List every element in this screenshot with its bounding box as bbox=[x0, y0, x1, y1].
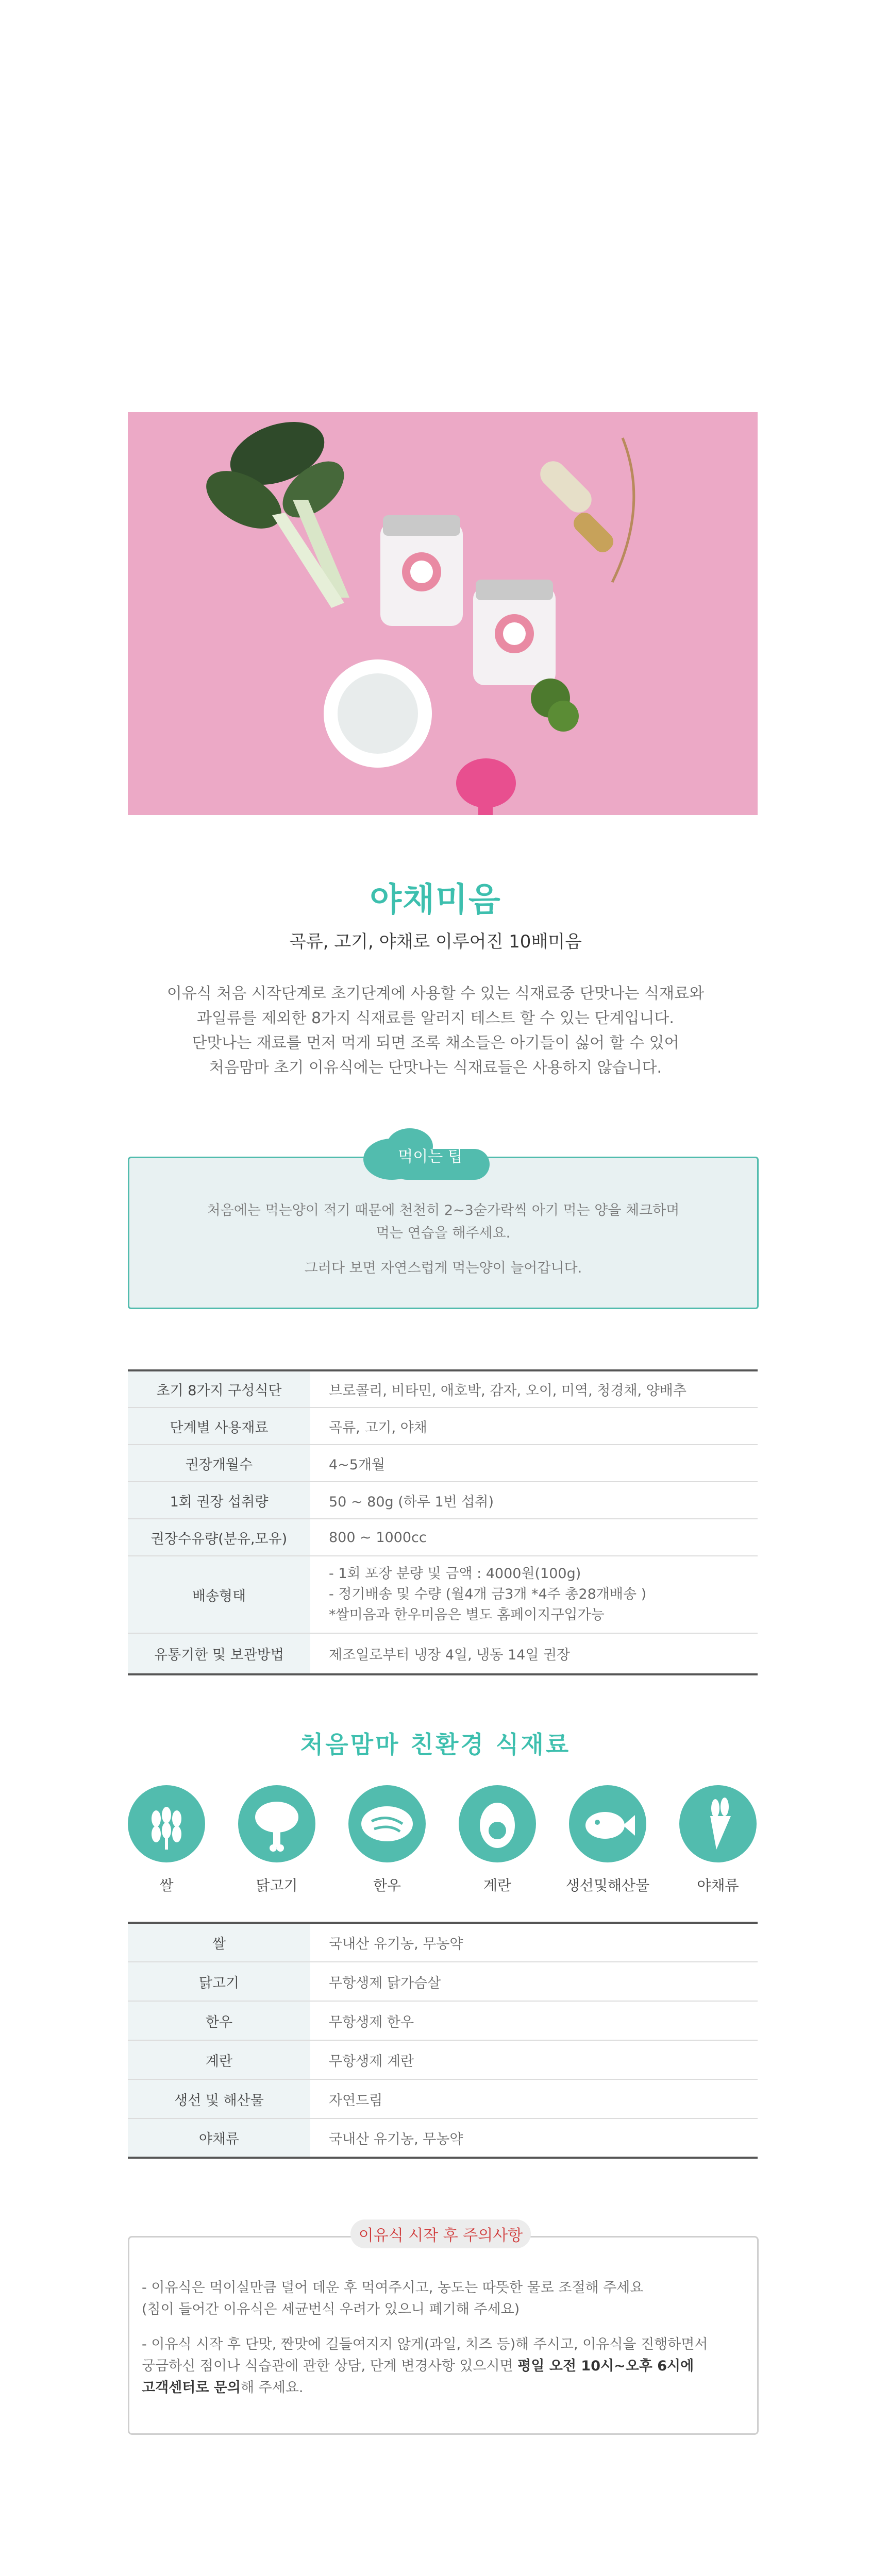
rice-icon bbox=[128, 1785, 205, 1862]
carrot-icon bbox=[679, 1785, 757, 1862]
tip-line: 그러다 보면 자연스럽게 먹는양이 늘어갑니다. bbox=[304, 1260, 582, 1276]
spec-key: 초기 8가지 구성식단 bbox=[128, 1370, 310, 1408]
steak-icon bbox=[348, 1785, 426, 1862]
intro-line: 과일류를 제외한 8가지 식재료를 알러지 테스트 할 수 있는 단계입니다. bbox=[197, 1009, 674, 1027]
table-row bbox=[128, 1445, 758, 1482]
spec-key: 유통기한 및 보관방법 bbox=[128, 1633, 310, 1674]
tip-line: 처음에는 먹는양이 적기 때문에 천천히 2~3숟가락씩 아기 먹는 양을 체크하며 bbox=[207, 1202, 680, 1218]
table-row bbox=[128, 1408, 758, 1445]
spec-key: 배송형태 bbox=[128, 1556, 310, 1633]
customer-center: 고객센터로 문의 bbox=[142, 2380, 241, 2396]
spec-value-line: - 1회 포장 분량 및 금액 : 4000원(100g) bbox=[329, 1566, 581, 1582]
caution-line bbox=[142, 2377, 750, 2399]
bowl bbox=[324, 659, 432, 768]
source-value: 국내산 유기농, 무농약 bbox=[310, 2119, 758, 2158]
caution-text: 해 주세요. bbox=[240, 2380, 304, 2396]
spec-value: 50 ~ 80g (하루 1번 섭취) bbox=[310, 1482, 758, 1519]
product-title: 야채미음 bbox=[370, 881, 501, 919]
caution-label: 이유식 시작 후 주의사항 bbox=[358, 2227, 523, 2245]
tip-line: 먹는 연습을 해주세요. bbox=[376, 1225, 511, 1241]
table-row bbox=[128, 1556, 758, 1633]
source-value: 무항생제 닭가슴살 bbox=[310, 1962, 758, 2001]
hero-product-photo bbox=[128, 412, 758, 815]
ingredient-label: 닭고기 bbox=[256, 1877, 298, 1894]
spec-key: 단계별 사용재료 bbox=[128, 1408, 310, 1445]
spec-key: 권장수유량(분유,모유) bbox=[128, 1519, 310, 1556]
ingredient-label: 야채류 bbox=[697, 1877, 739, 1894]
spec-value bbox=[310, 1556, 758, 1633]
table-row bbox=[128, 2119, 758, 2158]
source-key: 생선 및 해산물 bbox=[128, 2079, 310, 2119]
table-row bbox=[128, 2079, 758, 2119]
eco-ingredients-title: 처음맘마 친환경 식재료 bbox=[300, 1731, 571, 1758]
spec-value: 800 ~ 1000cc bbox=[310, 1519, 758, 1556]
intro-line: 단맛나는 재료를 먼저 먹게 되면 조록 채소들은 아기들이 싫어 할 수 있어 bbox=[192, 1034, 679, 1052]
intro-line: 이유식 처음 시작단계로 초기단계에 사용할 수 있는 식재료중 단맛나는 식재료와 bbox=[166, 985, 705, 1003]
table-row bbox=[128, 2040, 758, 2079]
spec-value-line: - 정기배송 및 수량 (월4개 금3개 *4주 총28개배송 ) bbox=[329, 1586, 647, 1602]
source-value: 무항생제 한우 bbox=[310, 2001, 758, 2040]
spec-value: 제조일로부터 냉장 4일, 냉동 14일 권장 bbox=[310, 1633, 758, 1674]
caution-line bbox=[142, 2355, 750, 2377]
intro-text bbox=[0, 981, 871, 1080]
source-key: 야채류 bbox=[128, 2119, 310, 2158]
caution-line: - 이유식은 먹이실만큼 덜어 데운 후 먹여주시고, 농도는 따뜻한 물로 조절해 주세요 bbox=[142, 2280, 644, 2296]
source-value: 자연드림 bbox=[310, 2079, 758, 2119]
source-key: 쌀 bbox=[128, 1923, 310, 1962]
spec-key: 권장개월수 bbox=[128, 1445, 310, 1482]
egg-icon bbox=[459, 1785, 536, 1862]
source-value: 무항생제 계란 bbox=[310, 2040, 758, 2079]
ingredient-label: 쌀 bbox=[159, 1877, 174, 1894]
source-key: 닭고기 bbox=[128, 1962, 310, 2001]
business-hours: 평일 오전 10시~오후 6시에 bbox=[517, 2358, 694, 2374]
ingredient-label: 생선및해산물 bbox=[565, 1877, 650, 1894]
intro-line: 처음맘마 초기 이유식에는 단맛나는 식재료들은 사용하지 않습니다. bbox=[209, 1059, 662, 1077]
spec-value-line: *쌀미음과 한우미음은 별도 홈페이지구입가능 bbox=[329, 1607, 605, 1623]
spec-value: 4~5개월 bbox=[310, 1445, 758, 1482]
caution-line: (침이 들어간 이유식은 세균번식 우려가 있으니 폐기해 주세요) bbox=[142, 2301, 520, 2317]
table-row bbox=[128, 1633, 758, 1674]
fish-icon bbox=[569, 1785, 646, 1862]
ingredient-source-table bbox=[128, 1922, 758, 2159]
table-row bbox=[128, 1482, 758, 1519]
spec-key: 1회 권장 섭취량 bbox=[128, 1482, 310, 1519]
table-row bbox=[128, 1370, 758, 1408]
chicken-leg-icon bbox=[238, 1785, 315, 1862]
jar-1 bbox=[380, 515, 463, 626]
table-row bbox=[128, 1923, 758, 1962]
ingredient-label: 계란 bbox=[483, 1877, 512, 1894]
ingredient-label: 한우 bbox=[373, 1877, 401, 1894]
table-row bbox=[128, 1519, 758, 1556]
tip-label: 먹이는 팁 bbox=[398, 1148, 463, 1166]
source-key: 한우 bbox=[128, 2001, 310, 2040]
caution-line: - 이유식 시작 후 단맛, 짠맛에 길들여지지 않게(과일, 치즈 등)해 주시고, 이유식을 진행하면서 bbox=[142, 2336, 708, 2352]
spec-value: 브로콜리, 비타민, 애호박, 감자, 오이, 미역, 청경채, 양배추 bbox=[310, 1370, 758, 1408]
source-key: 계란 bbox=[128, 2040, 310, 2079]
spec-value: 곡류, 고기, 야채 bbox=[310, 1408, 758, 1445]
table-row bbox=[128, 2001, 758, 2040]
caution-text: 궁금하신 점이나 식습관에 관한 상담, 단계 변경사항 있으시면 bbox=[142, 2358, 518, 2374]
source-value: 국내산 유기농, 무농약 bbox=[310, 1923, 758, 1962]
table-row bbox=[128, 1962, 758, 2001]
product-subtitle: 곡류, 고기, 야채로 이루어진 10배미음 bbox=[289, 931, 582, 952]
spec-table bbox=[128, 1369, 758, 1675]
jar-2 bbox=[473, 580, 556, 685]
